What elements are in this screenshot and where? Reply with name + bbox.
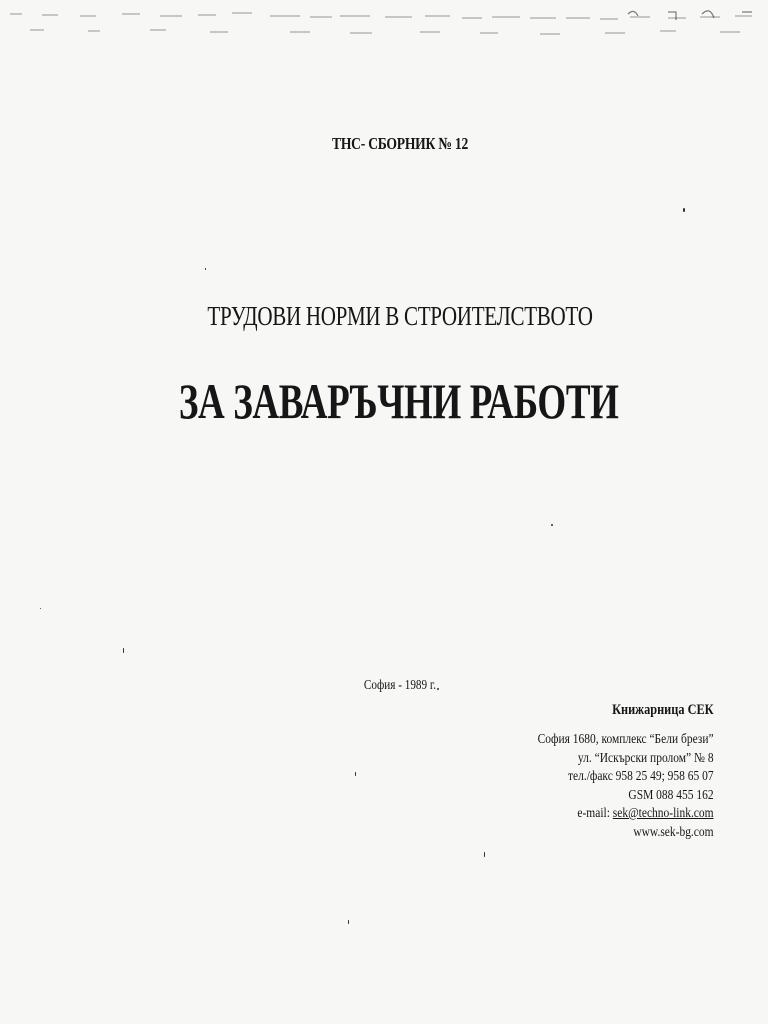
- publisher-email-line: [538, 805, 714, 824]
- place-and-year: София - 1989 г.: [363, 678, 437, 693]
- scan-speck: [123, 648, 124, 653]
- scan-speck: [551, 524, 553, 526]
- scan-speck: [484, 852, 485, 857]
- publisher-name: Книжарница СЕК: [612, 702, 714, 718]
- email-link[interactable]: sek@techno-link.com: [613, 806, 714, 821]
- scan-speck: [205, 268, 206, 270]
- document-subtitle: ТРУДОВИ НОРМИ В СТРОИТЕЛСТВОТО: [207, 301, 593, 331]
- publisher-address-line-1: София 1680, комплекс “Бели брези”: [538, 732, 714, 747]
- scan-speck: [683, 208, 685, 212]
- scan-artifact-edge: [0, 0, 768, 40]
- scan-speck: [355, 772, 356, 776]
- scan-speck: [348, 920, 349, 924]
- publisher-phone-fax: тел./факс 958 25 49; 958 65 07: [568, 769, 714, 784]
- publisher-address-line-2: ул. “Искърски пролом” № 8: [578, 750, 714, 766]
- publisher-website[interactable]: www.sek-bg.com: [633, 824, 714, 840]
- collection-number: ТНС- СБОРНИК № 12: [331, 134, 468, 153]
- document-title: ЗА ЗАВАРЪЧНИ РАБОТИ: [178, 373, 619, 429]
- scan-speck: [40, 608, 41, 609]
- publisher-block: [538, 702, 714, 842]
- email-label: e-mail:: [577, 806, 611, 821]
- publisher-gsm: GSM 088 455 162: [628, 787, 714, 803]
